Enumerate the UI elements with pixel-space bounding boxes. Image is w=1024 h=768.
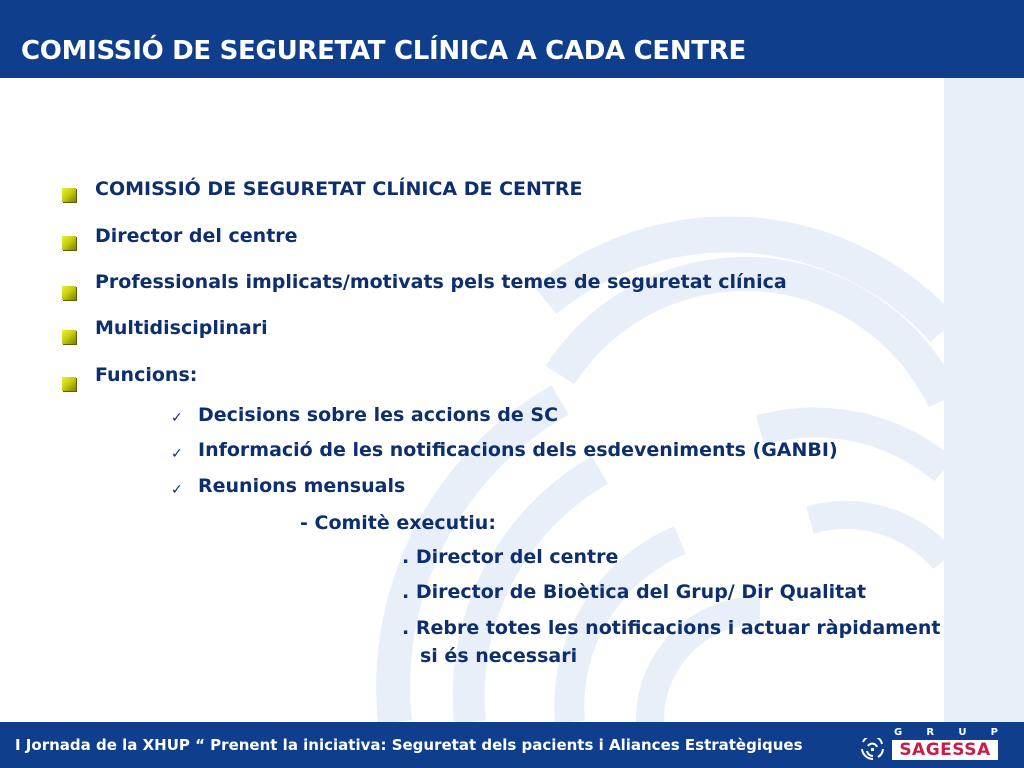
function-item: Informació de les notificacions dels esdeveniments (GANBI) xyxy=(198,439,838,461)
bullet-icon xyxy=(62,236,76,250)
bullet-icon xyxy=(62,188,76,202)
checkmark-icon: ✓ xyxy=(171,446,183,462)
logo-group-letters: G R U P xyxy=(894,727,998,738)
checkmark-icon: ✓ xyxy=(171,482,183,498)
committee-member: . Director de Bioètica del Grup/ Dir Qualitat xyxy=(402,581,867,603)
bullet-item: COMISSIÓ DE SEGURETAT CLÍNICA DE CENTRE xyxy=(95,178,583,200)
logo-name: SAGESSA xyxy=(892,740,998,760)
bullet-icon xyxy=(62,330,76,344)
bullet-icon xyxy=(62,377,76,391)
sagessa-logo-icon xyxy=(860,738,886,760)
bullet-item: Director del centre xyxy=(95,225,298,247)
bullet-item: Multidisciplinari xyxy=(95,317,268,339)
page-title: COMISSIÓ DE SEGURETAT CLÍNICA A CADA CENTRE xyxy=(21,36,746,66)
committee-member: . Rebre totes les notificacions i actuar ràpidament xyxy=(402,617,941,639)
committee-member: . Director del centre xyxy=(402,546,619,568)
function-item: Decisions sobre les accions de SC xyxy=(198,404,559,426)
bullet-item: Professionals implicats/motivats pels temes de seguretat clínica xyxy=(95,271,787,293)
bullet-icon xyxy=(62,286,76,300)
checkmark-icon: ✓ xyxy=(171,410,183,426)
committee-heading: - Comitè executiu: xyxy=(300,512,496,534)
bullet-item: Funcions: xyxy=(95,364,198,386)
committee-member-continuation: si és necessari xyxy=(420,645,578,667)
footer-text: I Jornada de la XHUP “ Prenent la iniciativa: Seguretat dels pacients i Aliances Estratègiques xyxy=(15,736,803,754)
function-item: Reunions mensuals xyxy=(198,475,406,497)
